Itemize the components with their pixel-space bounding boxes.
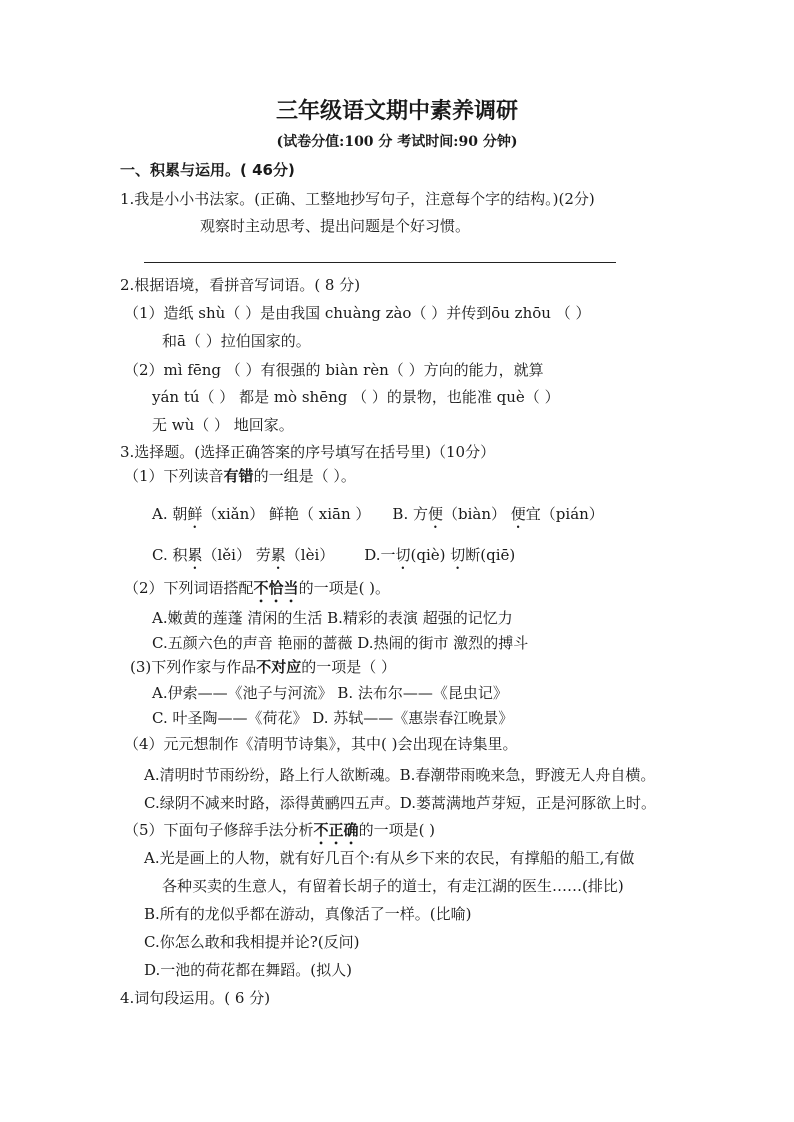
- option-d-pre: D.一: [364, 546, 396, 564]
- q3-sub-5-pre: （5）下面句子修辞手法分析: [124, 821, 314, 839]
- option-d-char: 切: [395, 546, 411, 564]
- option-b-rest-2: 宜（pián）: [525, 505, 604, 523]
- q2-line-1: （1）造纸 shù（ ）是由我国 chuàng zào（ ）并传到ōu zhōu （ ）: [124, 304, 591, 322]
- q3-sub-5: [124, 820, 435, 848]
- q3-sub-4-options-cd: C.绿阴不减来时路，添得黄鹂四五声。D.蒌蒿满地芦芽短，正是河豚欲上时。: [144, 794, 656, 812]
- option-a-pre: A. 朝: [152, 505, 188, 523]
- q3-sub-5-option-b: B.所有的龙似乎都在游动，真像活了一样。(比喻): [144, 905, 472, 923]
- page-title: 三年级语文期中素养调研: [275, 99, 518, 124]
- answer-line[interactable]: [144, 262, 616, 263]
- q3-sub-4-options-ab: A.清明时节雨纷纷，路上行人欲断魂。B.春潮带雨晚来急，野渡无人舟自横。: [144, 766, 656, 784]
- option-d-char-2: 切: [450, 546, 466, 564]
- option-b-char: 便: [427, 505, 443, 523]
- q3-sub-5-option-c: C.你怎么敢和我相提并论?(反问): [144, 933, 360, 951]
- option-a-char: 鲜: [187, 505, 203, 523]
- q3-sub-1-options-ab: [152, 504, 604, 532]
- question-3-prompt: 3.选择题。(选择正确答案的序号填写在括号里)（10分）: [120, 443, 496, 461]
- q3-sub-3-options-ab: A.伊索——《池子与河流》 B. 法布尔——《昆虫记》: [152, 684, 508, 702]
- q2-line-2: 和ā（ ）拉伯国家的。: [162, 332, 311, 350]
- option-c-mid: （lěi） 劳: [202, 546, 271, 564]
- option-b-rest: （biàn）: [443, 505, 511, 523]
- q3-sub-3-pre: (3)下列作家与作品: [130, 658, 257, 676]
- option-a-rest: （xiǎn） 鲜艳（ xiān ）: [202, 505, 371, 523]
- q3-sub-1-emphasis: 有错: [223, 467, 254, 485]
- q3-sub-3-emphasis: 不对应: [256, 658, 302, 676]
- q3-sub-2-options-cd: C.五颜六色的声音 艳丽的蔷薇 D.热闹的街市 激烈的搏斗: [152, 634, 529, 652]
- option-c-char: 累: [187, 546, 203, 564]
- q2-line-5: 无 wù（ ） 地回家。: [152, 416, 294, 434]
- question-4-prompt: 4.词句段运用。( 6 分): [120, 989, 271, 1007]
- q3-sub-5-emphasis: 不正确: [313, 821, 359, 839]
- q3-sub-2: [124, 578, 390, 606]
- q3-sub-3-options-cd: C. 叶圣陶——《荷花》 D. 苏轼——《惠崇春江晚景》: [152, 709, 514, 727]
- option-d-rest: 断(qiē): [465, 546, 516, 564]
- q2-line-4: yán tú（ ） 都是 mò shēng （ ）的景物，也能准 què（ ）: [152, 388, 560, 406]
- q3-sub-1-pre: （1）下列读音: [124, 467, 224, 485]
- q3-sub-5-option-d: D.一池的荷花都在舞蹈。(拟人): [144, 961, 352, 979]
- q3-sub-3-post: 的一项是（ ）: [301, 658, 397, 676]
- q3-sub-1-post: 的一组是（ ）。: [253, 467, 356, 485]
- question-2-prompt: 2.根据语境，看拼音写词语。( 8 分): [120, 276, 361, 294]
- question-1-prompt: 1.我是小小书法家。(正确、工整地抄写句子，注意每个字的结构。)(2分): [120, 190, 595, 208]
- option-b-pre: B. 方: [392, 505, 428, 523]
- q3-sub-2-options-ab: A.嫩黄的莲蓬 清闲的生活 B.精彩的表演 超强的记忆力: [152, 609, 513, 627]
- q2-line-3: （2）mì fēng （ ）有很强的 biàn rèn（ ）方向的能力，就算: [124, 361, 544, 379]
- q3-sub-1-options-cd: [152, 545, 515, 573]
- q3-sub-3: [130, 657, 396, 677]
- q3-sub-5-option-a-cont: 各种买卖的生意人，有留着长胡子的道士，有走江湖的医生……(排比): [162, 877, 624, 895]
- option-c-rest: （lèi）: [285, 546, 335, 564]
- copy-sentence: 观察时主动思考、提出问题是个好习惯。: [200, 217, 471, 235]
- q3-sub-5-post: 的一项是( ): [358, 821, 436, 839]
- option-d-mid: (qiè): [410, 546, 451, 564]
- option-c-char-2: 累: [270, 546, 286, 564]
- exam-info: (试卷分值:100 分 考试时间:90 分钟): [276, 134, 518, 150]
- q3-sub-5-option-a: A.光是画上的人物，就有好几百个:有从乡下来的农民，有撑船的船工,有做: [144, 849, 635, 867]
- q3-sub-2-post: 的一项是( )。: [298, 579, 391, 597]
- q3-sub-2-pre: （2）下列词语搭配: [124, 579, 254, 597]
- q3-sub-2-emphasis: 不恰当: [253, 579, 299, 597]
- option-b-char-2: 便: [510, 505, 526, 523]
- option-c-pre: C. 积: [152, 546, 188, 564]
- q3-sub-1: [124, 466, 356, 486]
- q3-sub-4: （4）元元想制作《清明节诗集》，其中( )会出现在诗集里。: [124, 735, 518, 753]
- section-heading: 一、积累与运用。( 46分): [120, 161, 295, 179]
